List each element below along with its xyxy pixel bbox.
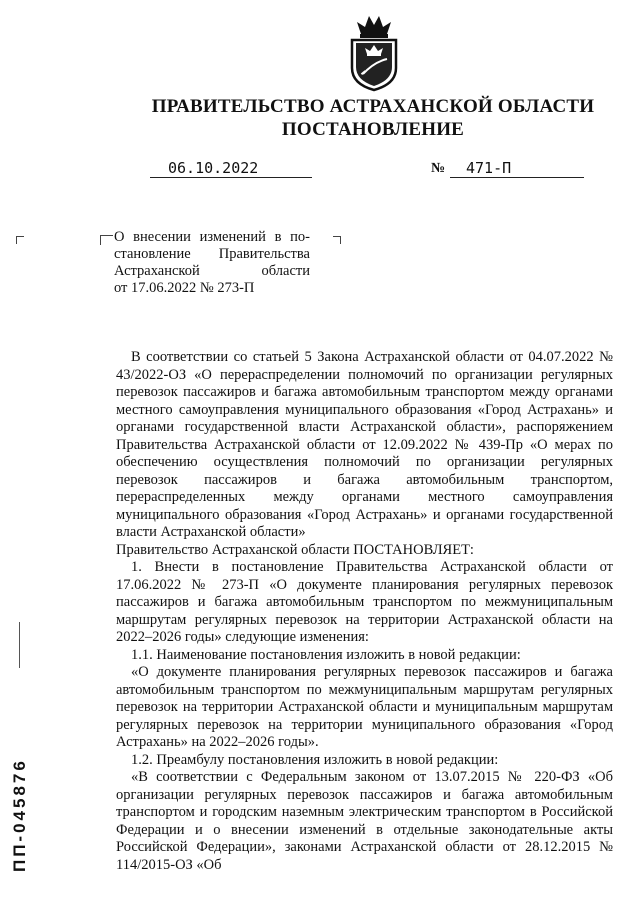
document-type: ПОСТАНОВЛЕНИЕ: [281, 119, 465, 140]
subject-line: Астраханской области: [114, 263, 310, 279]
subject-line: О внесении изменений в по-: [114, 229, 310, 245]
bracket-corner-left: [16, 236, 24, 244]
clause-1-2: 1.2. Преамбулу постановления изложить в новой редакции:: [131, 751, 499, 768]
clause-1-2-text: «В соответствии с Федеральным законом от 13.07.2015 № 220-ФЗ «Об организации регулярных перевозок пассажиров и багажа автомобильным транспортом и городским наземным электрическим транспортом в Российской Федерации и о внесении изменений в отдельные законодательные акты Российской Федерации», законами Астраханской области от 28.12.2015 № 114/2015-ОЗ «Об: [116, 769, 613, 873]
bracket-mark: [100, 235, 113, 245]
document-number: 471-П: [450, 159, 584, 178]
subject-line: становление Правительства: [114, 246, 310, 262]
clause-1-1-text: «О документе планирования регулярных перевозок пассажиров и багажа автомобильным транспортом по межмуниципальным маршрутам регулярных перевозок на территории Астраханской области и муниципальным маршрутам регулярных перевозок на территории муниципального образования «Город Астрахань» на 2022–2026 годы».: [116, 664, 613, 750]
preamble-paragraph: В соответствии со статьей 5 Закона Астраханской области от 04.07.2022 № 43/2022-ОЗ «О перераспределении полномочий по организации регулярных перевозок пассажиров и багажа автомобильным транспортом между органами местного самоуправления муниципального образования «Город Астрахань» и органами государственной власти Астраханской области», распоряжением Правительства Астраханской области от 12.09.2022 № 439-Пр «О мерах по обеспечению осуществления полномочий по организации регулярных перевозок пассажиров и багажа автомобильным транспортом, перераспределенных между органами местного самоуправления муниципального образования «Город Астрахань» и органами государственной власти Астраханской области»: [116, 349, 613, 540]
clause-1-1: 1.1. Наименование постановления изложить в новой редакции:: [131, 646, 521, 663]
coat-of-arms-icon: [343, 12, 405, 92]
document-subject: [114, 229, 310, 297]
document-body: [116, 349, 613, 874]
bracket-corner-right: [333, 236, 341, 244]
document-date: 06.10.2022: [150, 159, 312, 178]
number-sign: №: [431, 161, 446, 176]
margin-registration-code: ПП-045876: [10, 758, 29, 872]
subject-line: от 17.06.2022 № 273-П: [114, 280, 255, 296]
resolution-statement: Правительство Астраханской области ПОСТАНОВЛЯЕТ:: [116, 541, 474, 558]
clause-1: 1. Внести в постановление Правительства Астраханской области от 17.06.2022 № 273-П «О документе планирования регулярных перевозок пассажиров и багажа автомобильным транспортом по межмуниципальным маршрутам регулярных перевозок на территории Астраханской области на 2022–2026 годы» следующие изменения:: [116, 559, 613, 645]
margin-line: [19, 622, 20, 668]
organization-title: ПРАВИТЕЛЬСТВО АСТРАХАНСКОЙ ОБЛАСТИ: [151, 96, 595, 117]
